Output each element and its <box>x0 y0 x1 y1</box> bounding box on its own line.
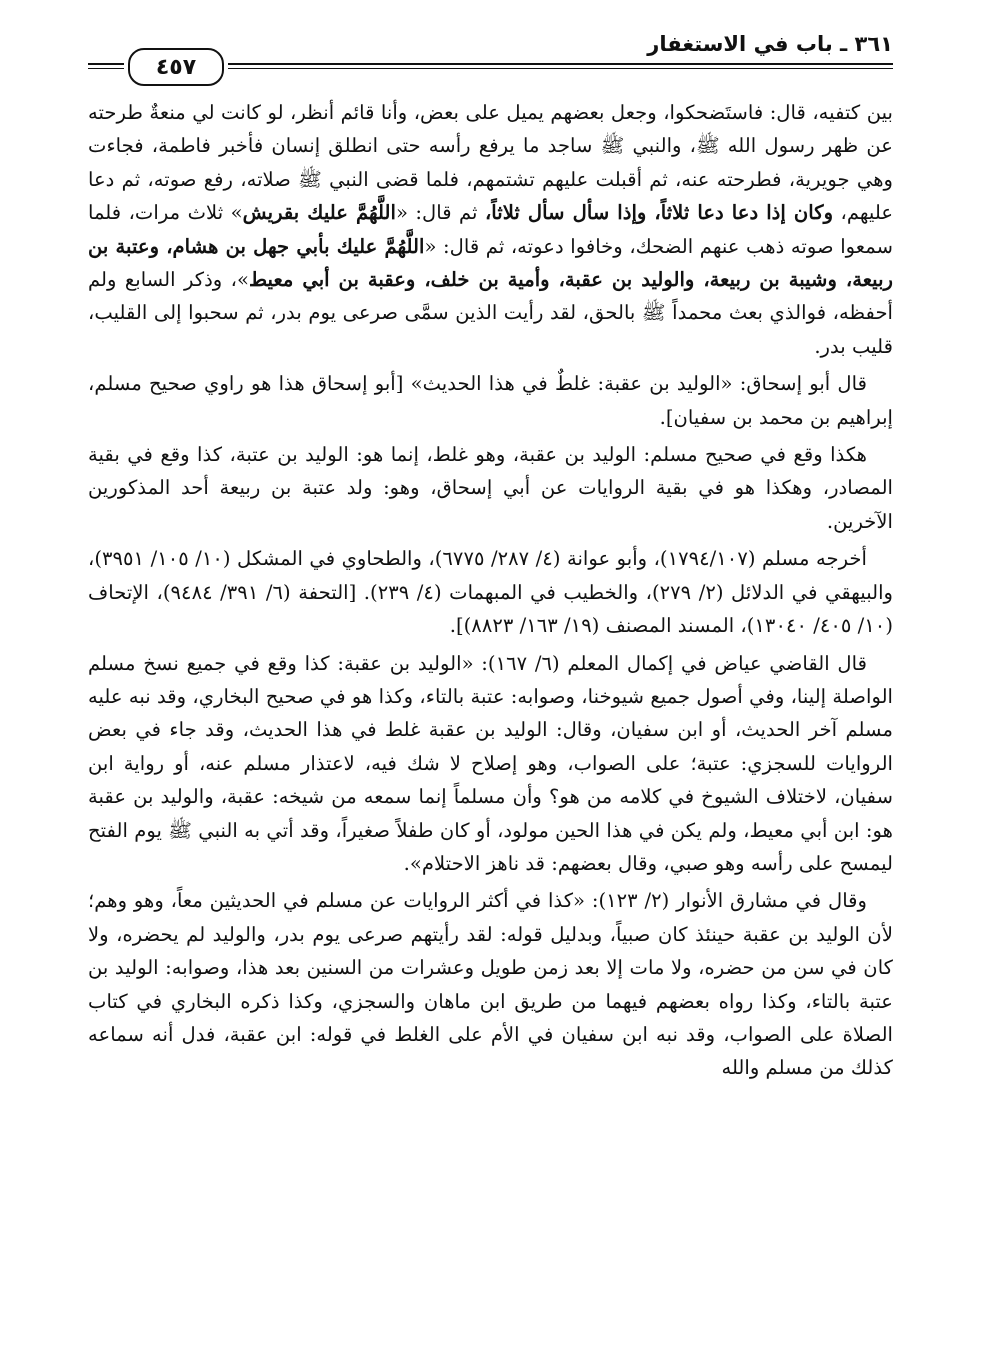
paragraph-3 <box>88 438 893 538</box>
paragraph-5 <box>88 647 893 881</box>
paragraph-6 <box>88 884 893 1084</box>
page-number-frame <box>128 48 224 86</box>
text-run: قال أبو إسحاق: «الوليد بن عقبة: غلطٌ في هذا الحديث» [أبو إسحاق هذا هو راوي صحيح مسلم، إبراهيم بن محمد بن سفيان]. <box>88 372 893 429</box>
text-run: أخرجه مسلم (١٧٩٤/١٠٧)، وأبو عوانة (٤/ ٢٨٧/ ٦٧٧٥)، والطحاوي في المشكل (١٠/ ١٠٥/ ٣٩٥١)، والبيهقي في الدلائل (٢/ ٢٧٩)، والخطيب في المبهمات (٤/ ٢٣٩). [التحفة (٦/ ٣٩١/ ٩٤٨٤)، الإتحاف (١٠/ ٤٠٥/ ١٣٠٤٠)، المسند المصنف (١٩/ ١٦٣/ ٨٨٢٣)]. <box>88 547 893 638</box>
header-rule <box>228 63 893 69</box>
body-text <box>88 96 893 1089</box>
paragraph-4 <box>88 542 893 642</box>
text-run: »، وذكر السابع ولم أحفظه، فوالذي بعث محمداً ﷺ بالحق، لقد رأيت الذين سمَّى صرعى يوم بدر، ثم سحبوا إلى القليب، قليب بدر. <box>88 268 893 358</box>
text-run: قال القاضي عياض في إكمال المعلم (٦/ ١٦٧): «الوليد بن عقبة: كذا وقع في جميع نسخ مسلم الواصلة إلينا، وفي أصول جميع شيوخنا، وصوابه: عتبة بالتاء، وكذا هو في صحيح البخاري، وقد نبه عليه مسلم آخر الحديث، أو ابن سفيان، وقال: الوليد بن عقبة غلط في هذا الحديث، وقد جاء في بعض الروايات للسجزي: عتبة؛ على الصواب، وهو إصلاح لا شك فيه، لاعتذار مسلم عنه، أو رواية ابن سفيان، لاختلاف الشيوخ في كلامه من هو؟ وأن مسلماً إنما سمعه من شيخه: عقبة، والوليد بن عقبة هو: ابن أبي معيط، ولم يكن في هذا الحين مولود، أو كان طفلاً صغيراً، وقد أتي به النبي ﷺ يوم الفتح ليمسح على رأسه وهو صبي، وقال بعضهم: قد ناهز الاحتلام». <box>88 651 893 875</box>
text-run: وقال في مشارق الأنوار (٢/ ١٢٣): «كذا في أكثر الروايات عن مسلم في الحديثين معاً، وهو وهم؛ لأن الوليد بن عقبة حينئذ كان صبياً، وبدليل قوله: لقد رأيتهم صرعى يوم بدر، والوليد لم يحضره، ولا كان في سن من حضره، ولا مات إلا بعد زمن طويل وعشرات من السنين بعد هذا، وصوابه: الوليد بن عتبة بالتاء، وكذا رواه بعضهم فيهما من طريق ابن ماهان والسجزي، وكذا ذكره البخاري في كتاب الصلاة على الصواب، وقد نبه ابن سفيان في الأم على الغلط في قوله: ابن عقبة، فدل أنه سماعه كذلك من مسلم والله <box>88 889 893 1080</box>
text-run: » ثلاث مرات، فلما سمعوا صوته ذهب عنهم الضحك، وخافوا دعوته، ثم قال: « <box>88 201 893 258</box>
paragraph-1 <box>88 96 893 363</box>
running-title: ٣٦١ ـ باب في الاستغفار <box>647 32 893 56</box>
paragraph-2 <box>88 367 893 434</box>
bold-text-run: وكان إذا دعا دعا ثلاثاً، وإذا سأل سأل ثلاثاً، <box>484 201 834 225</box>
text-run: بين كتفيه، قال: فاستَضحكوا، وجعل بعضهم يميل على بعض، وأنا قائم أنظر، لو كانت لي منعةٌ طرحته عن ظهر رسول الله ﷺ، والنبي ﷺ ساجد ما يرفع رأسه حتى انطلق إنسان فأخبر فاطمة، فجاءت وهي جويرية، فطرحته عنه، ثم أقبلت عليهم تشتمهم، فلما قضى النبي ﷺ صلاته، رفع صوته، ثم دعا عليهم، <box>88 101 894 225</box>
bold-text-run: اللَّهُمَّ عليك بأبي جهل بن هشام، وعتبة بن ربيعة، وشيبة بن ربيعة، والوليد بن عقبة، وأمية بن خلف، وعقبة بن أبي معيط <box>88 234 893 292</box>
page-number: ٤٥٧ <box>155 54 197 80</box>
text-run: هكذا وقع في صحيح مسلم: الوليد بن عقبة، وهو غلط، إنما هو: الوليد بن عتبة، كذا وقع في بقية المصادر، وهكذا هو في بقية الروايات عن أبي إسحاق، وهو: ولد عتبة بن ربيعة أحد المذكورين الآخرين. <box>88 443 893 533</box>
page-header <box>88 30 893 90</box>
text-run: ثم قال: « <box>395 201 485 225</box>
bold-text-run: اللَّهُمَّ عليك بقريش <box>242 201 396 225</box>
header-rule-left <box>88 63 124 69</box>
